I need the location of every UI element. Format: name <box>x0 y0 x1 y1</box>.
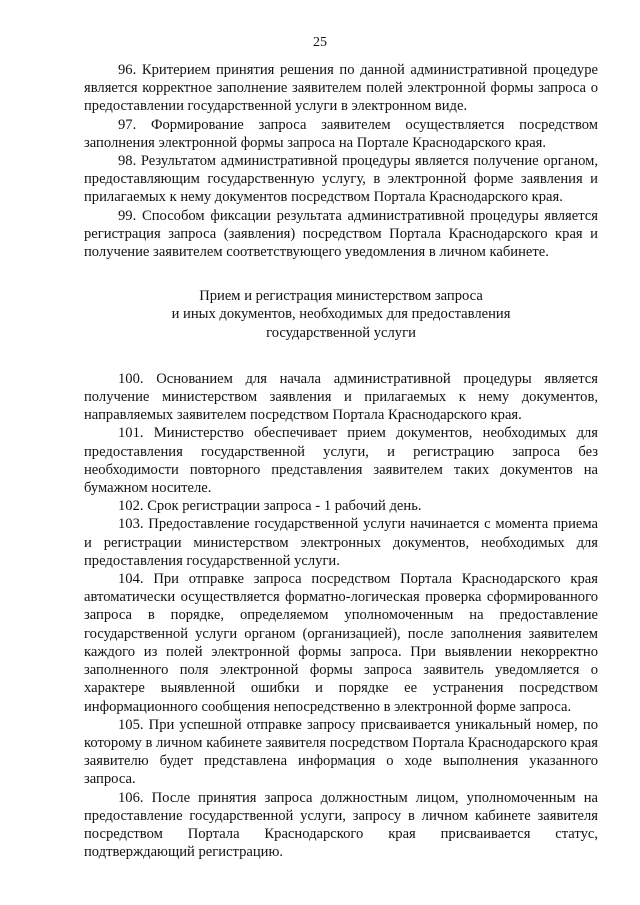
page-number: 25 <box>313 35 327 50</box>
section-heading-line-1: Прием и регистрация министерством запроса <box>199 288 483 305</box>
paragraph-104: 104. При отправке запроса посредством Портала Краснодарского края автоматически осуществляется форматно-логическая проверка сформированного запроса в порядке, определяемом уполномоченным на предоставление государственной услуги органом (организацией), после заполнения заявителем каждого из полей электронной формы запроса. При выявлении некорректно заполненного поля электронной формы запроса заявитель уведомляется о характере выявленной ошибки и порядке ее устранения посредством информационного сообщения непосредственно в электронной форме запроса. <box>84 571 598 715</box>
paragraph-98: 98. Результатом административной процедуры является получение органом, предоставляющим государственную услугу, в электронной форме заявления и прилагаемых к нему документов посредством Портала Краснодарского края. <box>84 153 598 206</box>
section-heading-line-2: и иных документов, необходимых для предоставления <box>171 306 511 323</box>
paragraph-100: 100. Основанием для начала административной процедуры является получение министерством заявления и прилагаемых к нему документов, направляемых заявителем посредством Портала Краснодарского края. <box>84 370 598 424</box>
section-heading <box>84 287 598 342</box>
paragraph-101: 101. Министерство обеспечивает прием документов, необходимых для предоставления государственной услуги, и регистрацию запроса без необходимости повторного представления заявителем таких документов на бумажном носителе. <box>84 425 598 497</box>
paragraph-97: 97. Формирование запроса заявителем осуществляется посредством заполнения электронной формы запроса на Портале Краснодарского края. <box>84 116 598 151</box>
paragraph-106: 106. После принятия запроса должностным лицом, уполномоченным на предоставление государственной услуги, запросу в личном кабинете заявителя посредством Портала Краснодарского края присваивается статус, подтверждающий регистрацию. <box>84 789 598 861</box>
paragraph-103: 103. Предоставление государственной услуги начинается с момента приема и регистрации министерством электронных документов, необходимых для предоставления государственной услуги. <box>84 516 598 569</box>
paragraph-102: 102. Срок регистрации запроса - 1 рабочий день. <box>118 498 422 515</box>
document-body <box>84 61 598 861</box>
paragraph-96: 96. Критерием принятия решения по данной административной процедуре является корректное заполнение заявителем полей электронной формы запроса о предоставлении государственной услуги в электронном виде. <box>84 62 598 115</box>
section-heading-line-3: государственной услуги <box>266 324 416 341</box>
paragraph-99: 99. Способом фиксации результата административной процедуры является регистрация запроса (заявления) посредством Портала Краснодарского края и получение заявителем соответствующего уведомления в личном кабинете. <box>84 207 598 261</box>
paragraph-105: 105. При успешной отправке запросу присваивается уникальный номер, по которому в личном кабинете заявителя посредством Портала Краснодарского края заявителю будет представлена информация о ходе выполнения указанного запроса. <box>84 716 598 788</box>
